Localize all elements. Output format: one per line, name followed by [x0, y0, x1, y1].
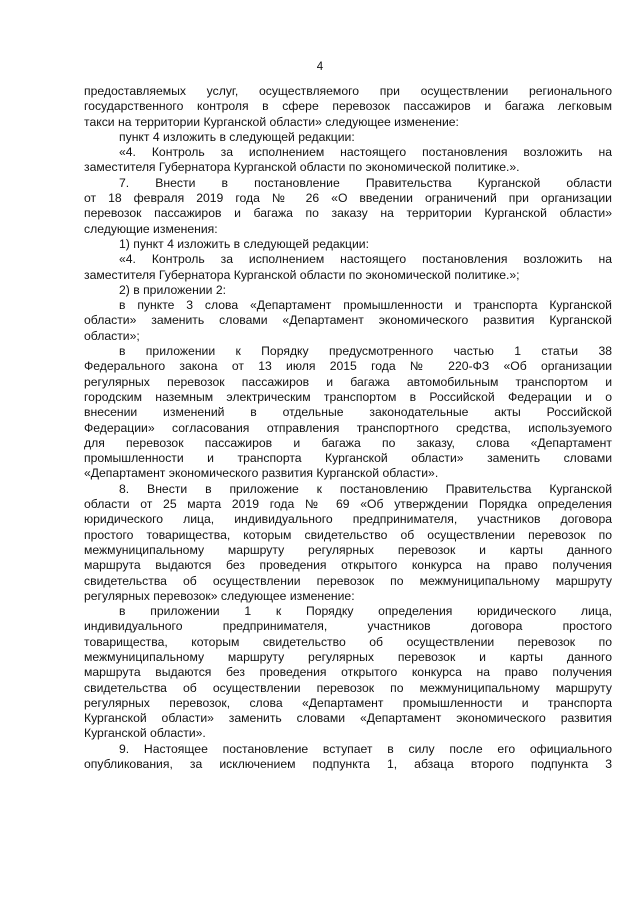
text-line: области»; — [84, 328, 140, 343]
text-line: Курганской области». — [84, 726, 206, 741]
text-line: 8. Внести в приложение к постановлению Правительства Курганской — [119, 481, 612, 496]
text-line: 1) пункт 4 изложить в следующей редакции: — [119, 236, 369, 251]
text-line: простого товарищества, которым свидетельство об осуществлении перевозок по — [84, 527, 612, 542]
text-line: «4. Контроль за исполнением настоящего постановления возложить на — [119, 252, 612, 267]
text-line: в приложении 1 к Порядку определения юридического лица, — [119, 604, 612, 619]
text-line: перевозок пассажиров и багажа по заказу на территории Курганской области» — [84, 206, 612, 221]
page-number: 4 — [316, 61, 324, 73]
text-line: регулярных перевозок, слова «Департамент промышленности и транспорта — [84, 695, 612, 710]
text-line: в приложении к Порядку предусмотренного частью 1 статьи 38 — [119, 344, 612, 359]
text-line: опубликования, за исключением подпункта 1, абзаца второго подпункта 3 — [84, 757, 612, 772]
text-line: регулярных перевозок пассажиров и багажа автомобильным транспортом и — [84, 374, 612, 389]
text-line: промышленности и транспорта Курганской области» заменить словами — [84, 451, 612, 466]
text-line: 2) в приложении 2: — [119, 282, 226, 297]
text-line: свидетельства об осуществлении перевозок по межмуниципальному маршруту — [84, 680, 612, 695]
text-line: Курганской области» заменить словами «Департамент экономического развития — [84, 711, 612, 726]
text-line: в пункте 3 слова «Департамент промышленности и транспорта Курганской — [119, 298, 612, 313]
text-line: предоставляемых услуг, осуществляемого при осуществлении регионального — [84, 84, 612, 98]
text-line: товарищества, которым свидетельство об осуществлении перевозок по — [84, 634, 612, 649]
text-line: пункт 4 изложить в следующей редакции: — [119, 129, 355, 144]
text-line: 9. Настоящее постановление вступает в силу после его официального — [119, 741, 612, 756]
text-line: 7. Внести в постановление Правительства Курганской области — [119, 175, 612, 190]
text-line: городским наземным электрическим транспортом в Российской Федерации и о — [84, 389, 612, 404]
text-line: от 18 февраля 2019 года № 26 «О введении ограничений при организации — [84, 191, 612, 206]
text-line: межмуниципальному маршруту регулярных перевозок и карты данного — [84, 649, 612, 664]
text-line: заместителя Губернатора Курганской области по экономической политике.». — [84, 160, 520, 175]
text-line: «4. Контроль за исполнением настоящего постановления возложить на — [119, 145, 612, 160]
text-line: межмуниципальному маршруту регулярных перевозок и карты данного — [84, 542, 612, 557]
text-line: юридического лица, индивидуального предпринимателя, участников договора — [84, 512, 612, 527]
text-line: заместителя Губернатора Курганской области по экономической политике.»; — [84, 267, 520, 282]
text-line: регулярных перевозок» следующее изменение: — [84, 588, 355, 603]
text-line: маршрута выдаются без проведения открытого конкурса на право получения — [84, 558, 612, 573]
text-line: следующие изменения: — [84, 221, 218, 236]
text-line: свидетельства об осуществлении перевозок по межмуниципальному маршруту — [84, 573, 612, 588]
text-line: индивидуального предпринимателя, участников договора простого — [84, 619, 612, 634]
text-line: для перевозок пассажиров и багажа по заказу, слова «Департамент — [84, 435, 612, 450]
document-body — [84, 84, 612, 772]
text-line: Федерального закона от 13 июля 2015 года № 220-ФЗ «Об организации — [84, 359, 612, 374]
text-line: внесении изменений в отдельные законодательные акты Российской — [84, 405, 612, 420]
text-line: маршрута выдаются без проведения открытого конкурса на право получения — [84, 665, 612, 680]
text-line: такси на территории Курганской области» следующее изменение: — [84, 114, 459, 129]
text-line: Федерации» согласования отправления транспортного средства, используемого — [84, 420, 612, 435]
text-line: области» заменить словами «Департамент экономического развития Курганской — [84, 313, 612, 328]
text-line: государственного контроля в сфере перевозок пассажиров и багажа легковым — [84, 99, 612, 114]
text-line: области от 25 марта 2019 года № 69 «Об утверждении Порядка определения — [84, 497, 612, 512]
text-line: «Департамент экономического развития Курганской области». — [84, 466, 439, 481]
